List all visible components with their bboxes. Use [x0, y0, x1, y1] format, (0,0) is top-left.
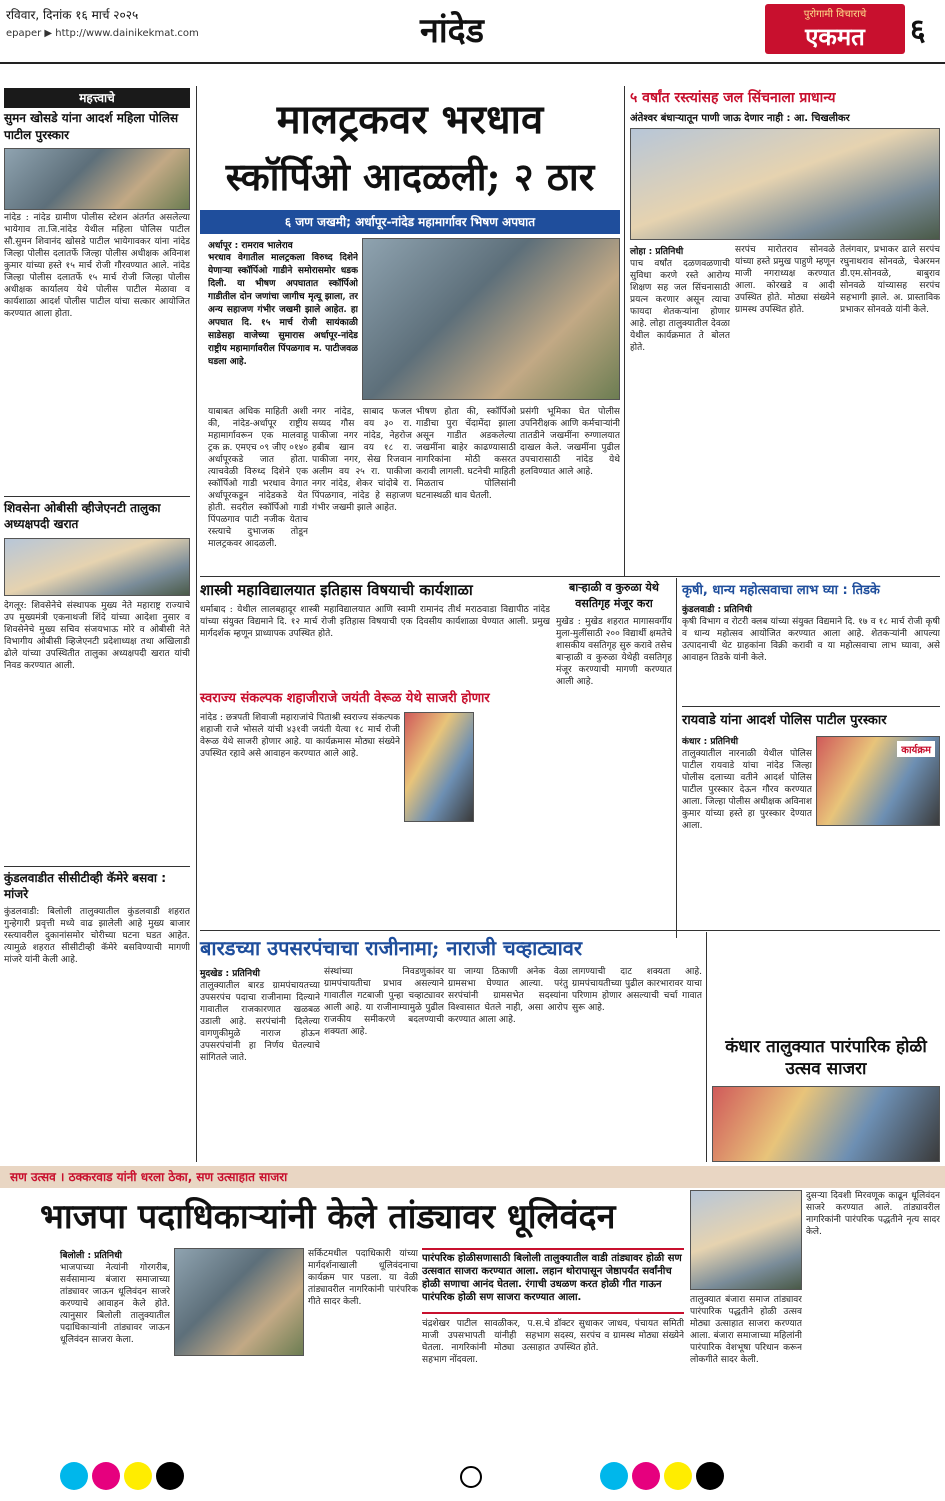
column-rule: [706, 932, 707, 1162]
story-headline: शिवसेना ओबीसी व्हीजेएनटी तालुका अध्यक्षपदी खरात: [4, 501, 161, 531]
column-rule: [676, 578, 677, 938]
irrigation-byline: लोहा : प्रतिनिधी: [630, 247, 684, 257]
barad-headline: बारडच्या उपसरपंचाचा राजीनामा; नाराजी चव्हाट्यावर: [200, 936, 583, 960]
row-rule: [682, 706, 940, 707]
lead-body-col: नगर नांदेड, साबाद फजल सय्यद गौस वय ३० रा. पाकीजा नगर नांदेड, नेहरोज हबीब खान वय १८ रा. पाकीजा नगर, सेख रिजवान अलीम वय २५ रा. पाकीजा नगर नांदेड, शेकर चांदोबे रा. पिंपळगाव, नांदेड हे सहाजण गंभीर जखमी झाले आहेत.: [312, 407, 412, 513]
lead-intro: भरधाव वेगातील मालट्रकला विरुध्द दिशेने येणाऱ्या स्कॉर्पिओ गाडीने समोरासमोर धडक दिली. या भीषण अपघातात स्कॉर्पिओ गाडीतील दोन जणांचा जागीच मृत्यू झाला, तर अन्य सहाजण गंभीर जखमी झाले आहेत. हा अपघात दि. १५ मार्च रोजी सायंकाळी साडेसहा वाजेच्या सुमारास अर्धापूर-नांदेड राष्ट्रीय महामार्गावरील पिंपळगाव म. पाटीजवळ घडला आहे.: [208, 253, 358, 367]
barad-body-col: तालुक्यातील बारड ग्रामपंचायतच्या उपसरपंच पदाचा राजीनामा दिल्याने गावातील राजकारणात खळबळ उडाली आहे. सरपंचांनी दिलेल्या वागणुकीमुळे नाराज होऊन उपसरपंचांनी हा निर्णय घेतल्याचे सांगितले जाते.: [200, 981, 320, 1063]
story-headline: कुंडलवाडीत सीसीटीव्ही कॅमेरे बसवा : मांजरे: [4, 871, 167, 901]
lead-headline-line1: मालट्रकवर भरधाव: [276, 96, 544, 143]
column-rule: [196, 86, 197, 1162]
photo-banner: कार्यक्रम: [897, 741, 935, 757]
police-award-byline: कंधार : प्रतिनिधी: [682, 737, 739, 747]
lead-byline: अर्धापूर : रामराव भालेराव: [208, 241, 293, 251]
black-mark: [696, 1462, 724, 1490]
issue-date: रविवार, दिनांक १६ मार्च २०२५: [6, 8, 139, 22]
police-award-body: तालुक्यातील नारनाळी येथील पोलिस पाटील रायवाडे यांचा नांदेड जिल्हा पोलीस दलाच्या वतीने आदर्श पोलिस पाटील पुरस्कार देऊन गौरव करण्यात आला. जिल्हा पोलीस अधीक्षक अविनाश कुमार यांच्या हस्ते हा पुरस्कार देण्यात आला.: [682, 749, 812, 831]
cyan-mark: [60, 1462, 88, 1490]
barad-body-col: संस्थांच्या निवडणुकांवर ग्रामपंचायतीचा प्रभाव असल्याने गावातील गटबाजी पुन्हा चव्हाट्यावर आली आहे. या राजीनाम्यामुळे पुढील राजकीय समीकरणे बदलण्याची शक्यता आहे.: [324, 967, 444, 1037]
registration-marks-right: [600, 1462, 900, 1492]
lead-headline-line2: स्कॉर्पिओ आदळली; २ ठार: [225, 154, 595, 199]
krushi-headline: कृषी, धान्य महोत्सवाचा लाभ घ्या : तिडके: [682, 583, 880, 598]
bottom-body-col: भाजपाच्या नेत्यांनी गोरगरीब, सर्वसामान्य बंजारा समाजाच्या तांड्यावर जाऊन धूलिवंदन साजरे करण्याचे आवाहन केले होते. त्यानुसार बिलोली तालुक्यातील पदाधिकाऱ्यांनी तांड्यावर जाऊन धूलिवंदन साजरा केला.: [60, 1263, 170, 1345]
lead-body-col: प्रसंगी भूमिका घेत पोलीस उपनिरीक्षक आणि कर्मचाऱ्यांनी तातडीने जखमींना रुग्णालयात दाखल केले. जखमींना पुढील उपचारासाठी नांदेड येथे हलविण्यात आले आहे.: [520, 407, 620, 477]
story-body: कुंडलवाडी: बिलोली तालुक्यातील कुंडलवाडी शहरात गुन्हेगारी प्रवृत्ती मध्ये वाढ झालेली आहे मुख्य बाजार रस्त्यावरील दुकानांसमोर चोरीच्या घटना घडत आहेत. त्यामुळे शहरात सीसीटीव्ही कॅमेरे बसविण्याची मागणी मांजरे यांनी केली आहे.: [4, 907, 190, 965]
hostel-body: मुखेड : मुखेड शहरात मागासवर्गीय मुला-मुलींसाठी २०० विद्यार्थी क्षमतेचे शासकीय वसतिगृह सुरु करावे तसेच बाऱ्हाळी व कुरुळा येथेही वसतिगृह मंजूर करण्याची मागणी करण्यात आली आहे.: [556, 617, 672, 687]
yellow-mark: [124, 1462, 152, 1490]
bottom-body-col: चंद्रशेखर पाटील सावळीकर, प.स.चे माजी उपसभापती यांनीही सहभाग घेतला. नागरिकांनी मोठ्या उत्साहात सहभाग नोंदवला.: [422, 1319, 550, 1365]
statue-photo: [404, 712, 474, 822]
hostel-headline: बाऱ्हाळी व कुरुळा येथे वसतिगृह मंजूर करा: [569, 581, 659, 610]
barad-body-col: या जाग्या ठिकाणी अनेक वेळा ग्रामसभा घेण्यात आल्या. परंतु सरपंचांनी ग्रामसभेत सदस्यांना विश्वासात घेतले नाही, असा आरोप करण्यात आला आहे.: [448, 967, 568, 1025]
divider: [4, 496, 190, 497]
irrigation-body-col: तेलंगवार, प्रभाकर ढाले सरपंच रघुनाथराव सोनवळे, चेअरमन डी.एम.सोनवळे, बाबुराव सोनवळे यांच्यासह सरपंच सहभागी झाले. अ. प्रास्ताविक प्रभाकर सोनवळे यांनी केले.: [840, 245, 940, 315]
barad-byline: मुदखेड : प्रतिनिधी: [200, 969, 260, 979]
barad-body-col: लागण्याची दाट शक्यता आहे. ग्रामपंचायतीच्या पुढील कारभारावर याचा परिणाम होणार असल्याची चर्चा गावात सुरू आहे.: [572, 967, 702, 1013]
police-award-headline: रायवाडे यांना आदर्श पोलिस पाटील पुरस्कार: [682, 713, 887, 728]
bottom-body-col: दुसऱ्या दिवशी मिरवणूक काढून धूलिवंदन साजरे करण्यात आले. तांड्यावरील नागरिकांनी पारंपरिक पद्धतीने नृत्य सादर केले.: [806, 1191, 940, 1237]
story-body: नांदेड : नांदेड ग्रामीण पोलीस स्टेशन अंतर्गत असलेल्या भायेगाव ता.जि.नांदेड येथील महिला पोलिस पाटील सौ.सुमन शिवानंद खोसडे पाटील भायेगावकर यांना नांदेड जिल्हा पोलीस दलातर्फे जिल्हा पोलीस अधीक्षक अविनाश कुमार यांच्या हस्ते १५ मार्च रोजी गौरवण्यात आले. नांदेड जिल्हा पोलीस दलातर्फे १५ मार्च रोजी जिल्हा पोलीस अधीक्षक कार्यालय येथे पोलीस पाटील मेळावा व कार्यशाळा आदर्श पोलीस पाटील यांचा सत्कार आयोजित करण्यात आला होता.: [4, 213, 190, 319]
shahaji-headline: स्वराज्य संकल्पक शहाजीराजे जयंती वेरूळ येथे साजरी होणार: [200, 691, 490, 706]
shahaji-body: नांदेड : छत्रपती शिवाजी महाराजांचे पिताश्री स्वराज्य संकल्पक शहाजी राजे भोसले यांची ४३१वी जयंती येत्या १८ मार्च रोजी वेरूळ येथे साजरी होणार आहे. या कार्यक्रमास मोठ्या संख्येने उपस्थित रहावे असे आवाहन करण्यात आले आहे.: [200, 713, 400, 759]
lead-subhead: ६ जण जखमी; अर्धापूर-नांदेड महामार्गावर भिषण अपघात: [200, 210, 620, 234]
edition-city: नांदेड: [420, 11, 484, 51]
workshop-body: धर्माबाद : येथील लालबहादूर शास्त्री महाविद्यालयात आणि स्वामी रामानंद तीर्थ मराठवाडा विद्यापीठ नांदेड यांच्या संयुक्त विद्यमाने दि. १२ मार्च रोजी इतिहास विषयाची एक दिवसीय कार्यशाळा घेण्यात आली. प्रमुख मार्गदर्शक म्हणून प्राध्यापक उपस्थित होते.: [200, 605, 550, 639]
bottom-body-col: सर्किटमधील पदाधिकारी यांच्या मार्गदर्शनाखाली धूलिवंदनाचा कार्यक्रम पार पडला. या वेळी तांड्यावरील नागरिकांनी पारंपरिक गीते सादर केली.: [308, 1249, 418, 1307]
magenta-mark: [92, 1462, 120, 1490]
accident-photo: [362, 238, 620, 400]
holi-photo: [712, 1086, 940, 1162]
irrigation-photo: [630, 128, 940, 240]
holi-headline: कंधार तालुक्यात पारंपारिक होळी उत्सव साजरा: [725, 1037, 927, 1079]
krushi-byline: कुंडलवाडी : प्रतिनिधी: [682, 605, 752, 615]
divider: [4, 866, 190, 867]
ekmat-logo: [765, 4, 905, 54]
holi-dance-photo: [690, 1190, 802, 1290]
bottom-byline: बिलोली : प्रतिनिधी: [60, 1251, 122, 1261]
yellow-mark: [664, 1462, 692, 1490]
lead-body-col: याबाबत अधिक माहिती अशी की, नांदेड-अर्धापूर राष्ट्रीय महामार्गावरून एक मालवाहू ट्रक क्र. एमएच ०९ जीए ०१४० अर्धापूरकडे जात होता. त्याचवेळी विरुध्द दिशेने एक स्कॉर्पिओ गाडी भरधाव वेगात अर्धापूरकडून नांदेडकडे येत होती. सदरील स्कॉर्पिओ गाडी पिंपळगाव पाटी नजीक येताच रस्त्याचे दुभाजक तोडून मालट्रकवर आदळली.: [208, 407, 308, 549]
story-body: देगलूर: शिवसेनेचे संस्थापक मुख्य नेते महाराष्ट्र राज्याचे उप मुख्यमंत्री एकनाथजी शिंदे यांच्या आदेशा नुसार व शिवसेनेचे मुख्य सचिव संजयभाऊ मोरे व ओबीसी नेते विभागीय ओबीसी व्हिजेएनटी प्रदेशाध्यक्ष तथा अखिलाडी ढोले यांच्या उपस्थितीत तालुका अध्यक्षपदी खरात यांची निवड करण्यात आली.: [4, 601, 190, 671]
pullquote: पारंपरिक होळीसणासाठी बिलोली तालुक्यातील वाडी तांड्यावर होळी सण उत्सवात साजरा करण्यात आला. लहान थोरापासून जेष्ठापर्यंत सर्वांनीच होळी सणाचा आनंद घेतला. रंगाची उधळण करत होळी गीत गाऊन पारंपरिक होळी सण साजरा करण्यात आला.: [422, 1248, 684, 1314]
logo-tagline: पुरोगामी विचाराचे: [803, 9, 867, 20]
crosshair-mark: [460, 1466, 482, 1488]
section-tag: महत्त्वाचे: [4, 88, 190, 108]
section-tag-box: [4, 88, 190, 108]
irrigation-body-col: सरपंच मारोतराव सोनवळे यांच्या हस्ते प्रमुख पाहुणे म्हणून माजी नगराध्यक्ष करण्यात आला. कोरखडे व आदी उपस्थित होते. मोठ्या संख्येने ग्रामस्थ उपस्थित होते.: [735, 245, 835, 315]
masthead: [0, 0, 945, 64]
black-mark: [156, 1462, 184, 1490]
bottom-body-col: डॉक्टर सुधाकर जाधव, पंचायत समिती सदस्य, सरपंच व ग्रामस्थ मोठ्या संख्येने उपस्थित होते.: [554, 1319, 684, 1353]
police-award-photo: [816, 736, 940, 826]
irrigation-headline: ५ वर्षांत रस्त्यांसह जल सिंचनाला प्राधान्य: [630, 90, 836, 106]
row-rule: [200, 930, 940, 931]
irrigation-body-col: पाच वर्षांत दळणवळणाची सुविधा करणे रस्ते आरोग्य शिक्षण सह जल सिंचनासाठी प्रयत्न करणार असून त्याचा फायदा शेतकऱ्यांना होणार आहे. लोहा तालुक्यातील देवळा येथील कार्यक्रमात ते बोलत होते.: [630, 259, 730, 353]
story-headline: सुमन खोसडे यांना आदर्श महिला पोलिस पाटील पुरस्कार: [4, 111, 179, 142]
registration-marks-left: [60, 1462, 420, 1492]
award-photo: [4, 148, 190, 210]
logo-brand: एकमत: [805, 22, 865, 51]
shivsena-photo: [4, 538, 190, 596]
irrigation-subhead: अंतेश्वर बंधाऱ्यातून पाणी जाऊ देणार नाही : आ. चिखलीकर: [630, 113, 850, 124]
column-rule: [624, 86, 625, 576]
krushi-body: कृषी विभाग व रोटरी क्लब यांच्या संयुक्त विद्यमाने दि. १७ व १८ मार्च रोजी कृषी व धान्य महोत्सव आयोजित करण्यात आला आहे. शेतकऱ्यांनी आपल्या उत्पादनाची थेट ग्राहकांना विक्री करावी व या महोत्सवाचा लाभ घ्यावा, असे आवाहन तिडके यांनी केले.: [682, 617, 940, 663]
cyan-mark: [600, 1462, 628, 1490]
magenta-mark: [632, 1462, 660, 1490]
holi-body: तालुक्यात बंजारा समाज तांड्यावर पारंपारिक पद्धतीने होळी उत्सव मोठ्या उत्साहात साजरा करण्यात आला. बंजारा समाजाच्या महिलांनी पारंपारिक वेशभूषा परिधान करून लोकगीते सादर केली.: [690, 1295, 802, 1365]
lead-body-col: भीषण होता की, स्कॉर्पिओ गाडीचा पुरा चेंदामेंदा झाला असून गाडीत अडकलेल्या जखमींना बाहेर काढण्यासाठी नागरिकांना मोठी कसरत करावी लागली. घटनेची माहिती मिळताच पोलिसांनी घटनास्थळी धाव घेतली.: [416, 407, 516, 501]
row-rule: [200, 576, 940, 577]
bhajpa-photo: [174, 1248, 304, 1356]
workshop-headline: शास्त्री महाविद्यालयात इतिहास विषयाची कार्यशाळा: [200, 581, 473, 599]
kicker-bar: [0, 1166, 945, 1188]
page-number: ६: [910, 13, 926, 48]
bottom-kicker: सण उत्सव । ठक्करवाड यांनी धरला ठेका, सण उत्साहात साजरा: [10, 1170, 288, 1184]
bottom-headline: भाजपा पदाधिकाऱ्यांनी केले तांड्यावर धूलिवंदन: [40, 1197, 616, 1237]
epaper-link[interactable]: epaper ▶ http://www.dainikekmat.com: [6, 28, 199, 39]
